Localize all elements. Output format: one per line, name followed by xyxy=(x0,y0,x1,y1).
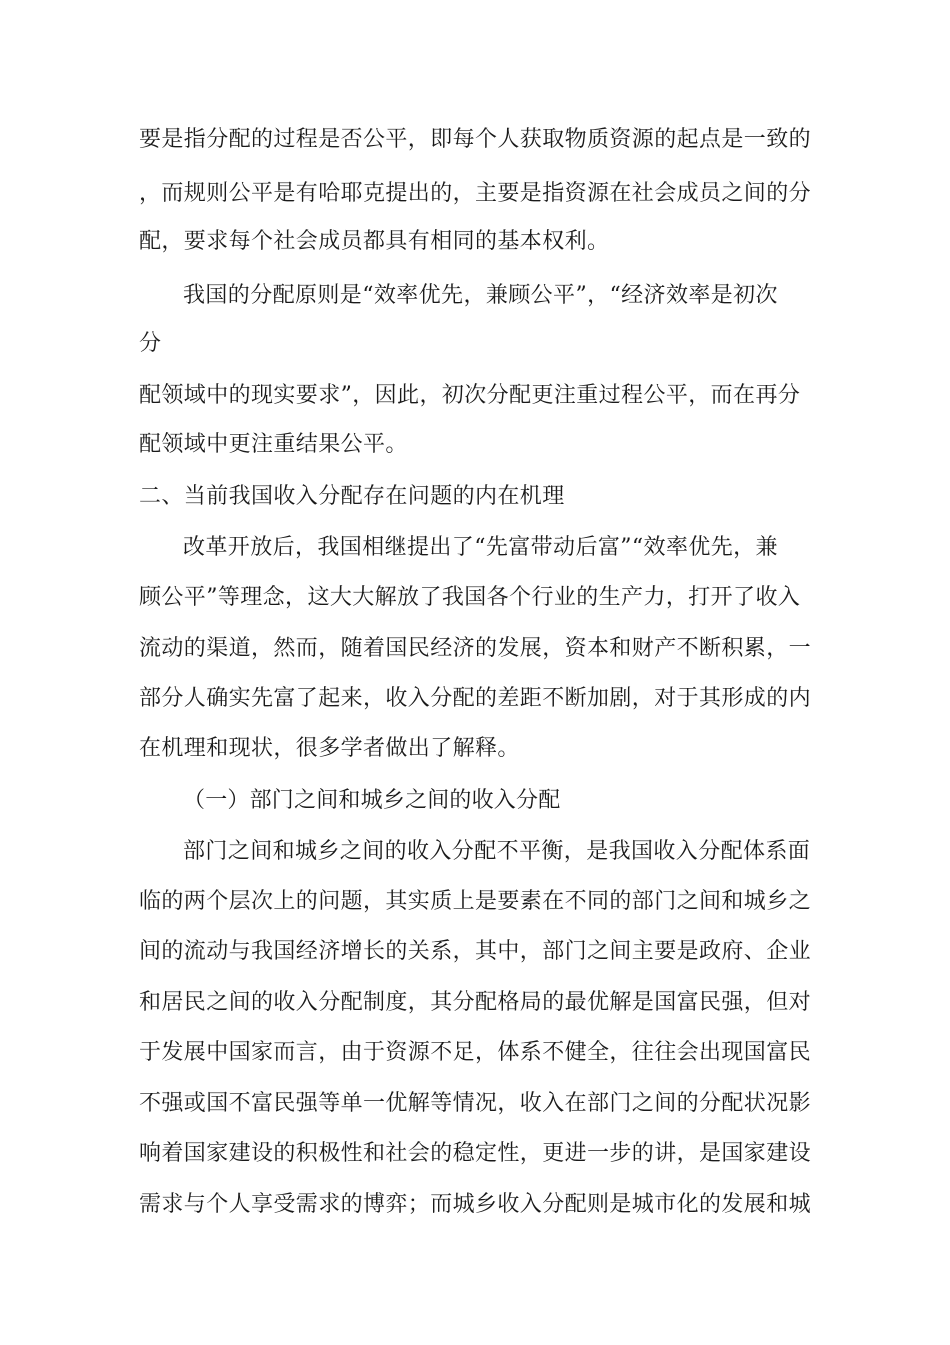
text-line-22: 需求与个人享受需求的博弈；而城乡收入分配则是城市化的发展和城 xyxy=(139,1192,812,1217)
text-line-17: 间的流动与我国经济增长的关系，其中，部门之间主要是政府、企业 xyxy=(139,939,812,964)
section-heading: 二、当前我国收入分配存在问题的内在机理 xyxy=(139,484,565,509)
text-line-19: 于发展中国家而言，由于资源不足，体系不健全，往往会出现国富民 xyxy=(139,1040,812,1065)
text-line-3: 配，要求每个社会成员都具有相同的基本权利。 xyxy=(139,229,610,254)
text-line-15: 部门之间和城乡之间的收入分配不平衡，是我国收入分配体系面 xyxy=(183,839,811,864)
text-line-5: 分 xyxy=(139,331,162,356)
text-line-16: 临的两个层次上的问题，其实质上是要素在不同的部门之间和城乡之 xyxy=(139,889,812,914)
text-line-20: 不强或国不富民强等单一优解等情况，收入在部门之间的分配状况影 xyxy=(139,1091,812,1116)
text-line-1: 要是指分配的过程是否公平，即每个人获取物质资源的起点是一致的 xyxy=(139,127,812,152)
text-line-2: ，而规则公平是有哈耶克提出的，主要是指资源在社会成员之间的分 xyxy=(139,181,812,206)
text-line-6: 配领域中的现实要求”，因此，初次分配更注重过程公平，而在再分 xyxy=(139,383,801,408)
text-line-10: 顾公平”等理念，这大大解放了我国各个行业的生产力，打开了收入 xyxy=(139,585,801,610)
text-line-4: 我国的分配原则是“效率优先，兼顾公平”，“经济效率是初次 xyxy=(183,283,778,308)
text-line-7: 配领域中更注重结果公平。 xyxy=(139,432,408,457)
text-line-9: 改革开放后，我国相继提出了“先富带动后富”“效率优先，兼 xyxy=(183,535,778,560)
text-line-11: 流动的渠道，然而，随着国民经济的发展，资本和财产不断积累，一 xyxy=(139,636,812,661)
text-line-18: 和居民之间的收入分配制度，其分配格局的最优解是国富民强，但对 xyxy=(139,990,812,1015)
text-line-12: 部分人确实先富了起来，收入分配的差距不断加剧，对于其形成的内 xyxy=(139,686,812,711)
text-line-13: 在机理和现状，很多学者做出了解释。 xyxy=(139,736,520,761)
text-line-21: 响着国家建设的积极性和社会的稳定性，更进一步的讲，是国家建设 xyxy=(139,1141,812,1166)
subsection-heading: （一）部门之间和城乡之间的收入分配 xyxy=(183,788,561,813)
